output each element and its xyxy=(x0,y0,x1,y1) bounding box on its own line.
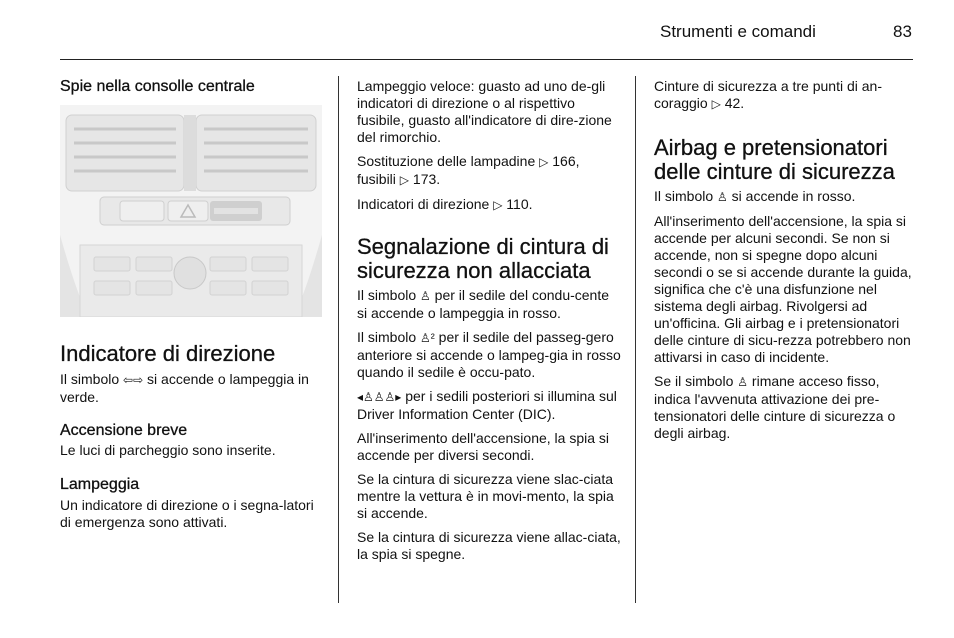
subheading-accensione-breve: Accensione breve xyxy=(60,422,188,439)
passenger-seatbelt-icon: ♙² xyxy=(420,331,435,345)
indicatori-ref-text: Indicatori di direzione ▷ 110. xyxy=(357,196,533,212)
page-ref-icon: ▷ xyxy=(711,97,721,111)
airbag-intro-text: Il simbolo ♙ si accende in rosso. xyxy=(654,188,856,204)
cintura-passeggero-text: Il simbolo ♙² per il sedile del passeg-gero anteriore si accende o lampeg-gia in rosso quando il sedile è occu-pato. xyxy=(357,329,621,380)
column-divider xyxy=(338,76,339,603)
rear-seatbelt-icon: ◂♙♙♙▸ xyxy=(357,390,402,404)
airbag-icon: ♙ xyxy=(737,375,749,389)
page-number: 83 xyxy=(893,22,912,41)
cintura-allacciata-text: Se la cintura di sicurezza viene allac-ciata, la spia si spegne. xyxy=(357,529,621,562)
accensione-breve-text: Le luci di parcheggio sono inserite. xyxy=(60,442,276,458)
section-title-indicatore: Indicatore di direzione xyxy=(60,341,276,366)
seatbelt-icon: ♙ xyxy=(420,289,431,303)
page-ref-icon: ▷ xyxy=(399,173,410,187)
cintura-conducente-text: Il simbolo ♙ per il sedile del condu-cente si accende o lampeggia in rosso. xyxy=(357,287,610,321)
cintura-posteriori-text: ◂♙♙♙▸ per i sedili posteriori si illumina sul Driver Information Center (DIC). xyxy=(357,388,617,422)
cintura-accensione-text: All'inserimento dell'accensione, la spia si accende per diversi secondi. xyxy=(357,430,610,463)
airbag-icon: ♙ xyxy=(717,190,728,204)
lampeggia-text: Un indicatore di direzione o i segna-latori di emergenza sono attivati. xyxy=(60,497,314,530)
sostituzione-text: Sostituzione delle lampadine ▷ 166, fusibili ▷ 173. xyxy=(357,153,580,187)
lampeggio-veloce-text: Lampeggio veloce: guasto ad uno de-gli indicatori di direzione o al rispettivo fusibile, guasto all'indicatore di dire-zione del rimorchio. xyxy=(357,78,612,145)
cintura-slacciata-text: Se la cintura di sicurezza viene slac-ciata mentre la vettura è in movi-mento, la spia si accende. xyxy=(357,471,614,521)
section-title-cintura: Segnalazione di cintura di sicurezza non allacciata xyxy=(357,234,609,283)
section-title-airbag: Airbag e pretensionatori delle cinture di sicurezza xyxy=(654,135,895,184)
turn-signal-icon: ⇦⇨ xyxy=(123,373,144,387)
photo-heading: Spie nella consolle centrale xyxy=(60,78,255,95)
page-ref-icon: ▷ xyxy=(539,155,549,169)
header-rule xyxy=(60,59,913,60)
airbag-accensione-text: All'inserimento dell'accensione, la spia si accende per alcuni secondi. Se non si accende, non si spegne dopo alcuni secondi o se si accende durante la guida, significa che c'è una disfunzione nel sistema degli airbag. Rivolgersi ad un'officina. Gli airbag e i pretensionatori delle cinture di sicu-rezza potrebbero non attivarsi in caso di incidente. xyxy=(654,213,912,365)
indicatore-intro: Il simbolo ⇦⇨ si accende o lampeggia in verde. xyxy=(60,371,309,405)
console-photo xyxy=(60,105,322,317)
page-header-title: Strumenti e comandi xyxy=(660,22,816,41)
page-ref-icon: ▷ xyxy=(493,198,503,212)
cinture-tre-punti-text: Cinture di sicurezza a tre punti di an-coraggio ▷ 42. xyxy=(654,78,882,111)
subheading-lampeggia: Lampeggia xyxy=(60,476,140,493)
airbag-acceso-fisso-text: Se il simbolo ♙ rimane acceso fisso, indica l'avvenuta attivazione dei pre-tensionatori delle cinture di sicurezza o degli airbag. xyxy=(654,373,896,441)
column-divider xyxy=(635,76,636,603)
center-console-illustration xyxy=(60,105,322,317)
